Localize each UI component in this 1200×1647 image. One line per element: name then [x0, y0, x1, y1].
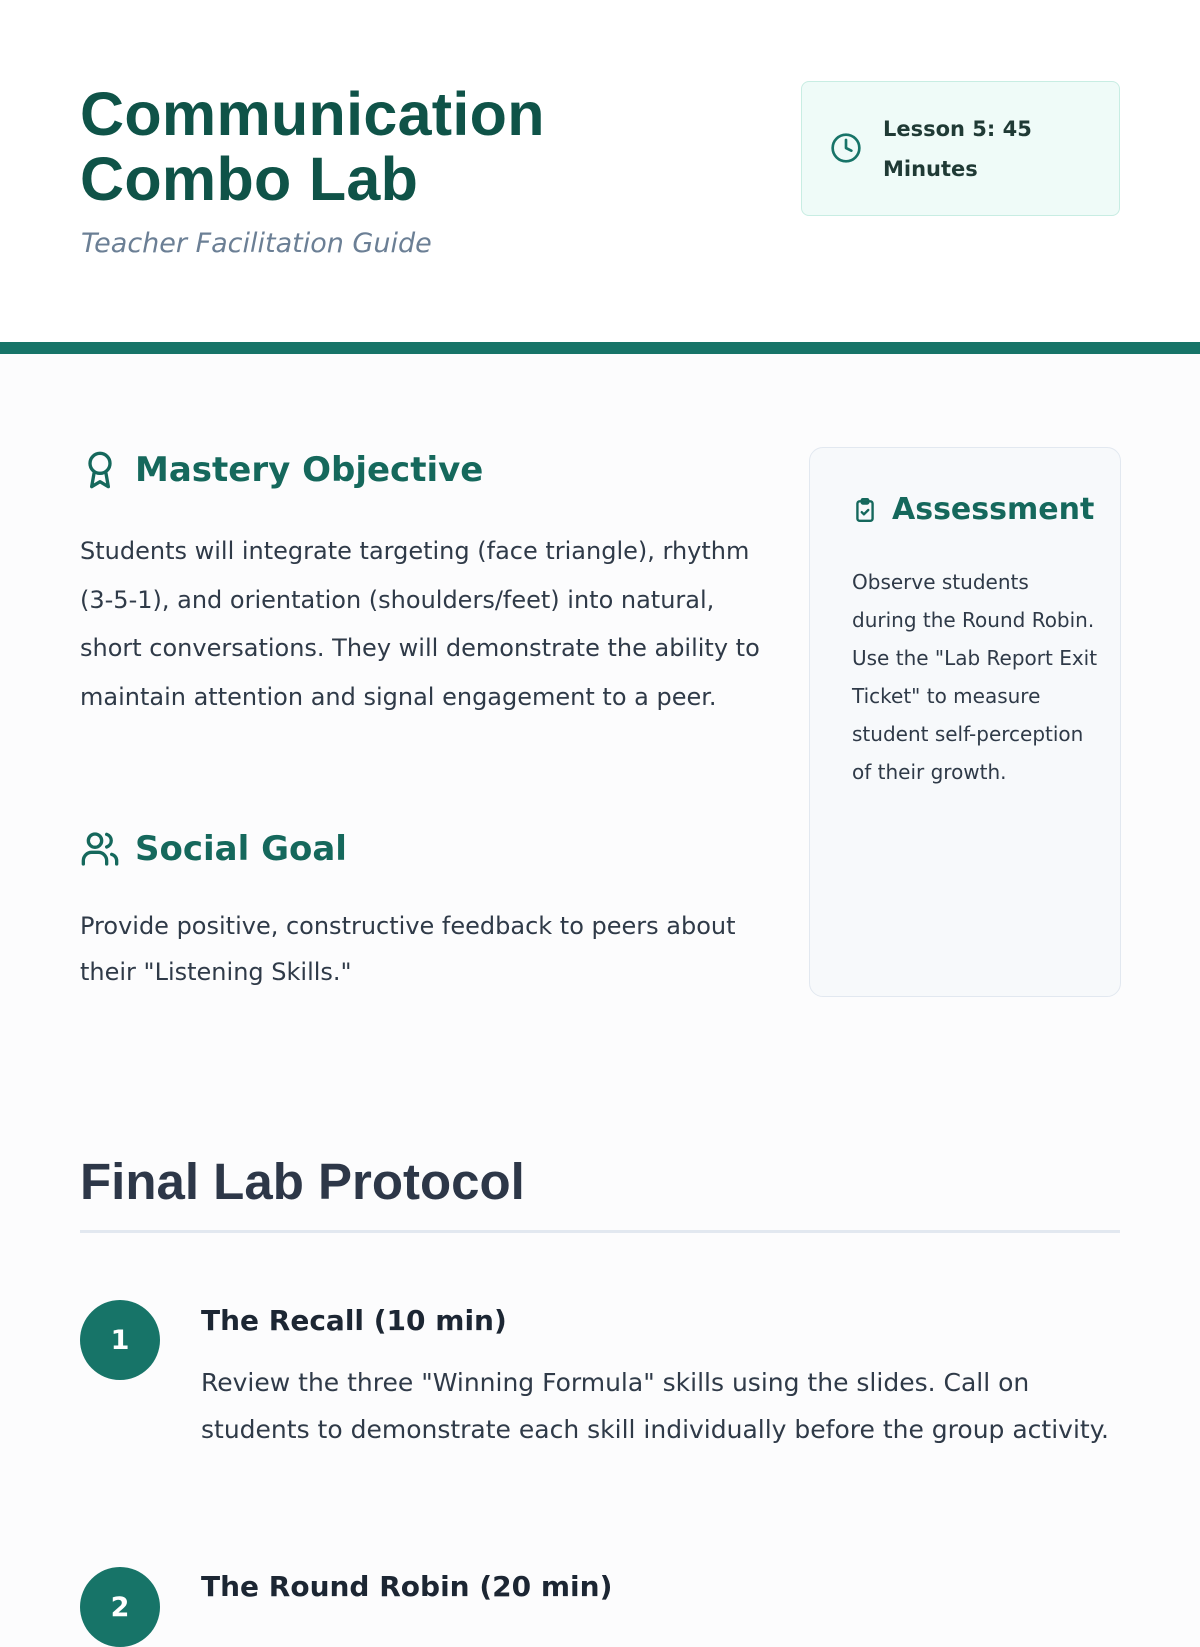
step-number-badge: 1	[80, 1300, 160, 1380]
mastery-objective-text: Students will integrate targeting (face triangle), rhythm (3-5-1), and orientation (shoulders/feet) into natural, short conversations. They will demonstrate the ability to maintain attention and signal engagement to a peer.	[80, 537, 760, 711]
social-goal-heading: Social Goal	[135, 829, 347, 869]
step-title: The Round Robin (20 min)	[201, 1570, 613, 1603]
clipboard-check-icon	[852, 495, 878, 525]
page-title	[80, 82, 545, 212]
page-title-line-2: Combo Lab	[80, 145, 419, 213]
social-goal-header	[80, 827, 347, 871]
step-title: The Recall (10 min)	[201, 1304, 507, 1337]
page-subtitle: Teacher Facilitation Guide	[81, 228, 432, 259]
lesson-duration-badge	[801, 81, 1120, 216]
protocol-heading: Final Lab Protocol	[80, 1153, 525, 1210]
assessment-heading: Assessment	[892, 492, 1095, 527]
assessment-header	[852, 492, 1094, 527]
page-header	[0, 0, 1200, 354]
clock-icon	[830, 132, 862, 164]
social-goal-text: Provide positive, constructive feedback to peers about their "Listening Skills."	[80, 912, 736, 986]
page-title-line-1: Communication	[80, 80, 545, 148]
mastery-objective-heading: Mastery Objective	[135, 450, 484, 490]
lesson-duration-text: Lesson 5: 45 Minutes	[883, 117, 1032, 181]
step-number-badge: 2	[80, 1567, 160, 1647]
users-icon	[80, 827, 120, 871]
award-ribbon-icon	[80, 448, 120, 492]
assessment-card	[809, 447, 1121, 997]
step-description: Review the three "Winning Formula" skills using the slides. Call on students to demonstrate each skill individually before the group activity.	[201, 1368, 1109, 1444]
protocol-divider	[80, 1230, 1120, 1233]
assessment-text: Observe students during the Round Robin. Use the "Lab Report Exit Ticket" to measure student self-perception of their growth.	[852, 570, 1098, 784]
mastery-objective-header	[80, 448, 483, 492]
